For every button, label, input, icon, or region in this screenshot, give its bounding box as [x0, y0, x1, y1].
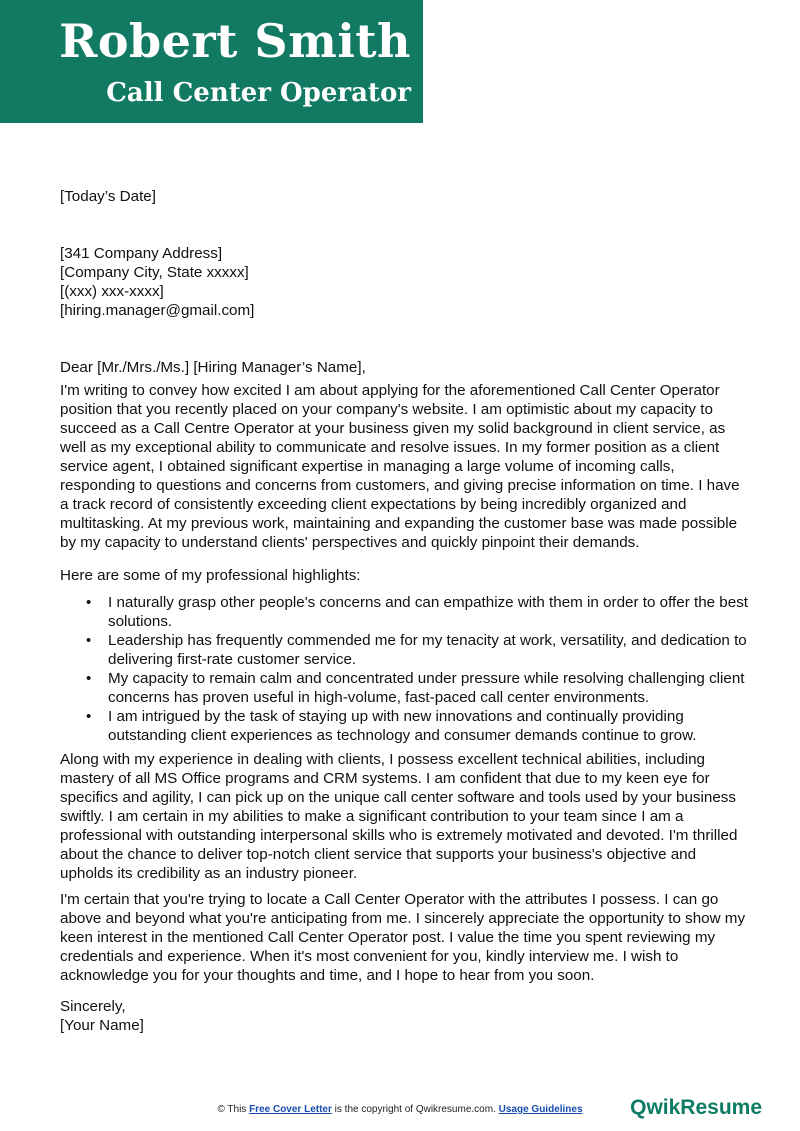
- paragraph-skills: Along with my experience in dealing with clients, I possess excellent technical abilities, including mastery of all MS Office programs and CRM systems. I am confident that due to my keen eye for specifics and agility, I can pick up on the unique call center software and tools used by your business swiftly. I am certain in my abilities to make a significant contribution to your team since I am a professional with outstanding interpersonal skills who is extremely motivated and devoted. I'm thrilled about the chance to deliver top-notch client service that supports your business's objective and upholds its credibility as an industry pioneer.: [60, 751, 738, 882]
- usage-guidelines-link[interactable]: Usage Guidelines: [498, 1104, 583, 1115]
- list-item: • I am intrigued by the task of staying up with new innovations and continually providing outstanding client experiences as technology and consumer demands continue to grow.: [86, 707, 750, 745]
- list-item: • My capacity to remain calm and concentrated under pressure while resolving challenging client concerns has proven useful in high-volume, fast-paced call center environments.: [86, 669, 750, 707]
- salutation: Dear [Mr./Mrs./Ms.] [Hiring Manager’s Name],: [60, 359, 366, 376]
- address-line: [Company City, State xxxxx]: [60, 264, 249, 281]
- recipient-address: [60, 244, 750, 320]
- footer-prefix: © This: [217, 1104, 250, 1115]
- logo-part-resume: Resume: [680, 1096, 762, 1119]
- closing: Sincerely,: [60, 998, 126, 1015]
- highlights-intro: Here are some of my professional highlights:: [60, 567, 361, 584]
- free-cover-letter-link[interactable]: Free Cover Letter: [249, 1104, 332, 1115]
- applicant-name: Robert Smith: [59, 14, 411, 68]
- paragraph-closing: I'm certain that you're trying to locate a Call Center Operator with the attributes I possess. I can go above and beyond what you're anticipating from me. I sincerely appreciate the opportunity to show my keen interest in the mentioned Call Center Operator post. I value the time you spent reviewing my credentials and experience. When it's most convenient for you, kindly interview me. I wish to acknowledge you for your thoughts and time, and I hope to hear from you soon.: [60, 891, 746, 984]
- letter-date: [Today’s Date]: [60, 188, 156, 205]
- address-line: [341 Company Address]: [60, 245, 223, 262]
- paragraph-intro: I'm writing to convey how excited I am about applying for the aforementioned Call Center Operator position that you recently placed on your company's website. I am optimistic about my capacity to succeed as a Call Centre Operator at your business given my solid background in client service, as well as my exceptional ability to communicate and resolve issues. In my former position as a client service agent, I obtained significant expertise in managing a large volume of incoming calls, responding to questions and concerns from customers, and giving precise information on time. I have a track record of consistently exceeding client expectations by being incredibly organized and multitasking. At my previous work, maintaining and expanding the customer base was made possible by my capacity to understand clients' perspectives and quickly pinpoint their demands.: [60, 382, 740, 551]
- qwikresume-logo[interactable]: [630, 1096, 762, 1120]
- highlights-list: [86, 593, 750, 745]
- letter-body: [60, 187, 750, 1035]
- header-banner: [0, 0, 423, 123]
- applicant-title: Call Center Operator: [106, 78, 411, 108]
- address-line: [hiring.manager@gmail.com]: [60, 302, 255, 319]
- signature: [Your Name]: [60, 1017, 144, 1034]
- list-item: • I naturally grasp other people's concerns and can empathize with them in order to offer the best solutions.: [86, 593, 750, 631]
- list-item: • Leadership has frequently commended me for my tenacity at work, versatility, and dedication to delivering first-rate customer service.: [86, 631, 750, 669]
- address-line: [(xxx) xxx-xxxx]: [60, 283, 164, 300]
- logo-part-qwik: Qwik: [630, 1096, 681, 1119]
- footer-middle: is the copyright of Qwikresume.com.: [331, 1104, 499, 1115]
